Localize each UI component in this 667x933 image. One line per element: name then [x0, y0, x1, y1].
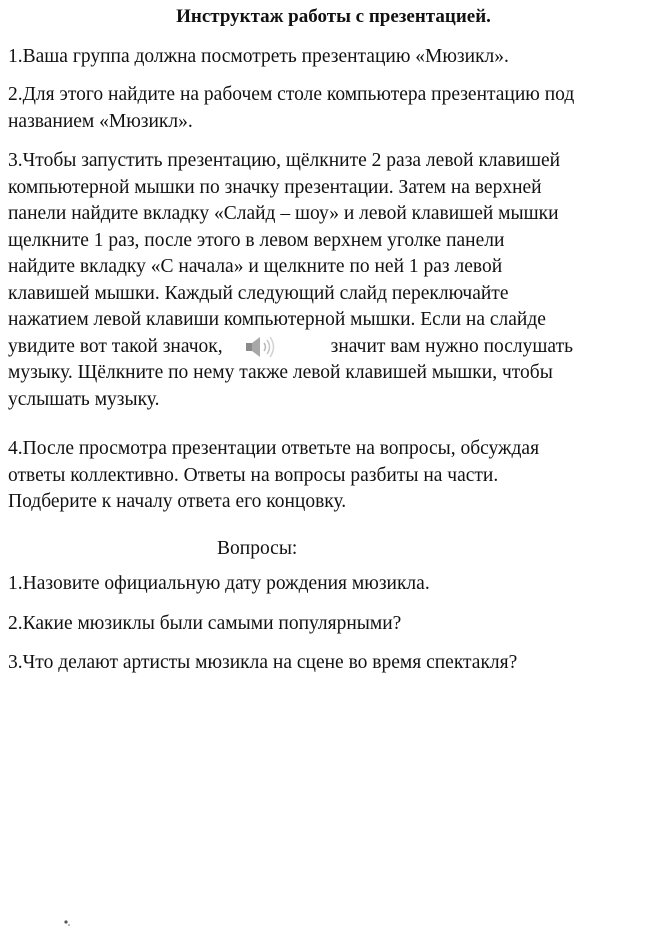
paragraph-line: панели найдите вкладку «Слайд – шоу» и левой клавишей мышки [8, 203, 559, 224]
paragraph-line: 3.Чтобы запустить презентацию, щёлкните 2 раза левой клавишей [8, 150, 561, 171]
paragraph-line: Подберите к началу ответа его концовку. [8, 491, 347, 512]
paragraph-line: названием «Мюзикл». [8, 110, 193, 132]
paragraph-line: музыку. Щёлкните по нему также левой клавишей мышки, чтобы [8, 362, 553, 383]
paragraph-line: 2.Для этого найдите на рабочем столе компьютера презентацию под [8, 84, 575, 105]
paragraph-line: компьютерной мышки по значку презентации. Затем на верхней [8, 176, 542, 198]
icon-line-start: увидите вот такой значок, [8, 335, 223, 357]
paragraph-line: 4.После просмотра презентации ответьте на вопросы, обсуждая [8, 438, 540, 459]
paragraph-4 [8, 436, 539, 516]
paragraph-line-with-icon [8, 334, 573, 361]
paragraph-line: услышать музыку. [8, 388, 160, 410]
paragraph-line: 1.Ваша группа должна посмотреть презентацию «Мюзикл». [8, 46, 509, 67]
scan-speck-mark [63, 918, 73, 928]
paragraph-line: найдите вкладку «С начала» и щелкните по ней 1 раз левой [8, 256, 503, 277]
paragraph-line: нажатием левой клавиши компьютерной мышки. Если на слайде [8, 309, 546, 330]
question-item: 2.Какие мюзиклы были самыми популярными? [8, 613, 402, 634]
paragraph-line: клавишей мышки. Каждый следующий слайд переключайте [8, 282, 509, 304]
paragraph-line: щелкните 1 раз, после этого в левом верхнем уголке панели [8, 229, 505, 251]
paragraph-1 [8, 44, 509, 71]
icon-line-end: значит вам нужно послушать [330, 335, 573, 357]
document-title: Инструктаж работы с презентацией. [176, 6, 491, 27]
speaker-icon [243, 334, 283, 360]
paragraph-2 [8, 82, 574, 135]
paragraph-3 [8, 148, 573, 413]
paragraph-line: ответы коллективно. Ответы на вопросы разбиты на части. [8, 464, 499, 486]
question-item: 3.Что делают артисты мюзикла на сцене во время спектакля? [8, 652, 518, 673]
sound-icon-slot [223, 337, 331, 357]
question-item: 1.Назовите официальную дату рождения мюзикла. [8, 573, 430, 594]
questions-heading: Вопросы: [217, 538, 298, 559]
